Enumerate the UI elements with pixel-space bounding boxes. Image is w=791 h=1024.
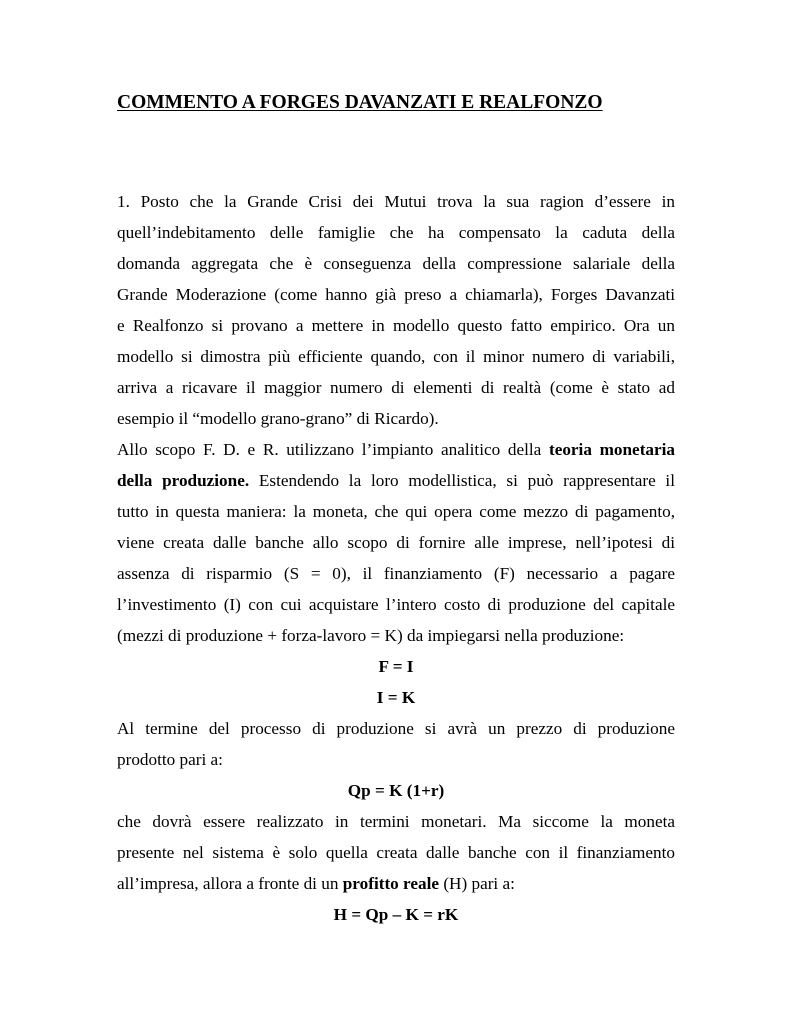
paragraph-line: modello si dimostra più efficiente quando, con il minor numero di variabili, [117, 347, 675, 366]
line-text: (H) pari a: [439, 874, 515, 893]
paragraph-line: Grande Moderazione (come hanno già preso a chiamarla), Forges Davanzati [117, 285, 675, 304]
formula-line: I = K [376, 688, 416, 707]
bold-term: teoria monetaria [548, 440, 676, 459]
line-text: Allo scopo F. D. e R. utilizzano l’impianto analitico della [117, 440, 549, 459]
formula-line: F = I [378, 657, 414, 676]
paragraph-line: arriva a ricavare il maggior numero di elementi di realtà (come è stato ad [117, 378, 675, 397]
paragraph-line: esempio il “modello grano-grano” di Ricardo). [117, 409, 439, 428]
line-text: all’impresa, allora a fronte di un [117, 874, 343, 893]
document-title: COMMENTO A FORGES DAVANZATI E REALFONZO [117, 92, 603, 113]
paragraph-line: Al termine del processo di produzione si avrà un prezzo di produzione [117, 719, 675, 738]
paragraph-line [117, 434, 675, 465]
paragraph-line [117, 868, 675, 899]
bold-term: della produzione. [117, 471, 250, 490]
paragraph-line: viene creata dalle banche allo scopo di fornire alle imprese, nell’ipotesi di [117, 533, 675, 552]
paragraph-line: tutto in questa maniera: la moneta, che qui opera come mezzo di pagamento, [117, 502, 675, 521]
paragraph-line: presente nel sistema è solo quella creata dalle banche con il finanziamento [117, 843, 675, 862]
paragraph-line: 1. Posto che la Grande Crisi dei Mutui trova la sua ragion d’essere in [117, 192, 675, 211]
paragraph-line: domanda aggregata che è conseguenza della compressione salariale della [117, 254, 675, 273]
formula-line: Qp = K (1+r) [347, 781, 445, 800]
paragraph-line: assenza di risparmio (S = 0), il finanziamento (F) necessario a pagare [117, 564, 675, 583]
paragraph-line: l’investimento (I) con cui acquistare l’intero costo di produzione del capitale [117, 595, 675, 614]
paragraph-line: che dovrà essere realizzato in termini monetari. Ma siccome la moneta [117, 812, 675, 831]
paragraph-line: prodotto pari a: [117, 750, 223, 769]
paragraph-line: e Realfonzo si provano a mettere in modello questo fatto empirico. Ora un [117, 316, 675, 335]
paragraph-line: quell’indebitamento delle famiglie che ha compensato la caduta della [117, 223, 675, 242]
formula-line: H = Qp – K = rK [333, 905, 459, 924]
paragraph-line: (mezzi di produzione + forza-lavoro = K) da impiegarsi nella produzione: [117, 626, 625, 645]
line-text: Estendendo la loro modellistica, si può rappresentare il [249, 471, 675, 490]
paragraph-line [117, 465, 675, 496]
bold-term: profitto reale [342, 874, 440, 893]
document-body [117, 186, 675, 930]
